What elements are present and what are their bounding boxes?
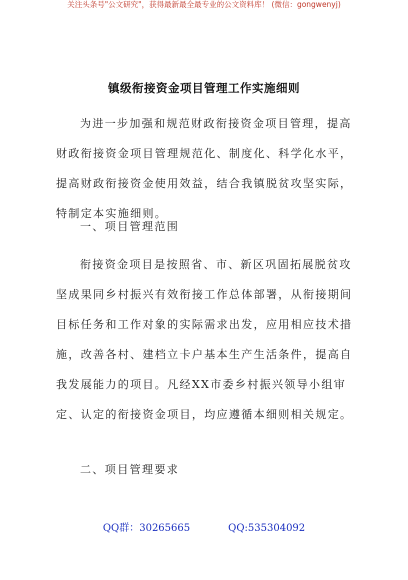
document-title: 镇级衔接资金项目管理工作实施细则 [108,81,300,95]
intro-paragraph-text: 为进一步加强和规范财政衔接资金项目管理，提高财政衔接资金项目管理规范化、制度化、科学化水平，提高财政衔接资金使用效益，结合我镇脱贫攻坚实际，特制定本实施细则。 [56,117,353,220]
intro-paragraph [56,109,356,229]
section-1-heading: 一、项目管理范围 [80,220,180,233]
section-2-heading: 二、项目管理要求 [80,463,180,476]
footer-contact [0,519,408,534]
section-1-paragraph-text: 衔接资金项目是按照省、市、新区巩固拓展脱贫攻坚成果同乡村振兴有效衔接工作总体部署，从衔接期间目标任务和工作对象的实际需求出发，应用相应技术措施，改善各村、建档立卡户基本生产生活条件，提高自我发展能力的项目。凡经XX市委乡村振兴领导小组审定、认定的衔接资金项目，均应遵循本细则相关规定。 [56,258,353,421]
footer-qq: QQ:535304092 [228,523,306,534]
footer-qq-group: QQ群：30265665 [102,523,191,534]
section-1-paragraph [56,250,356,430]
header-promo-note: 关注头条号"公文研究"，获得最新最全最专业的公文资料库！ (微信：gongwenyj) [67,0,341,9]
